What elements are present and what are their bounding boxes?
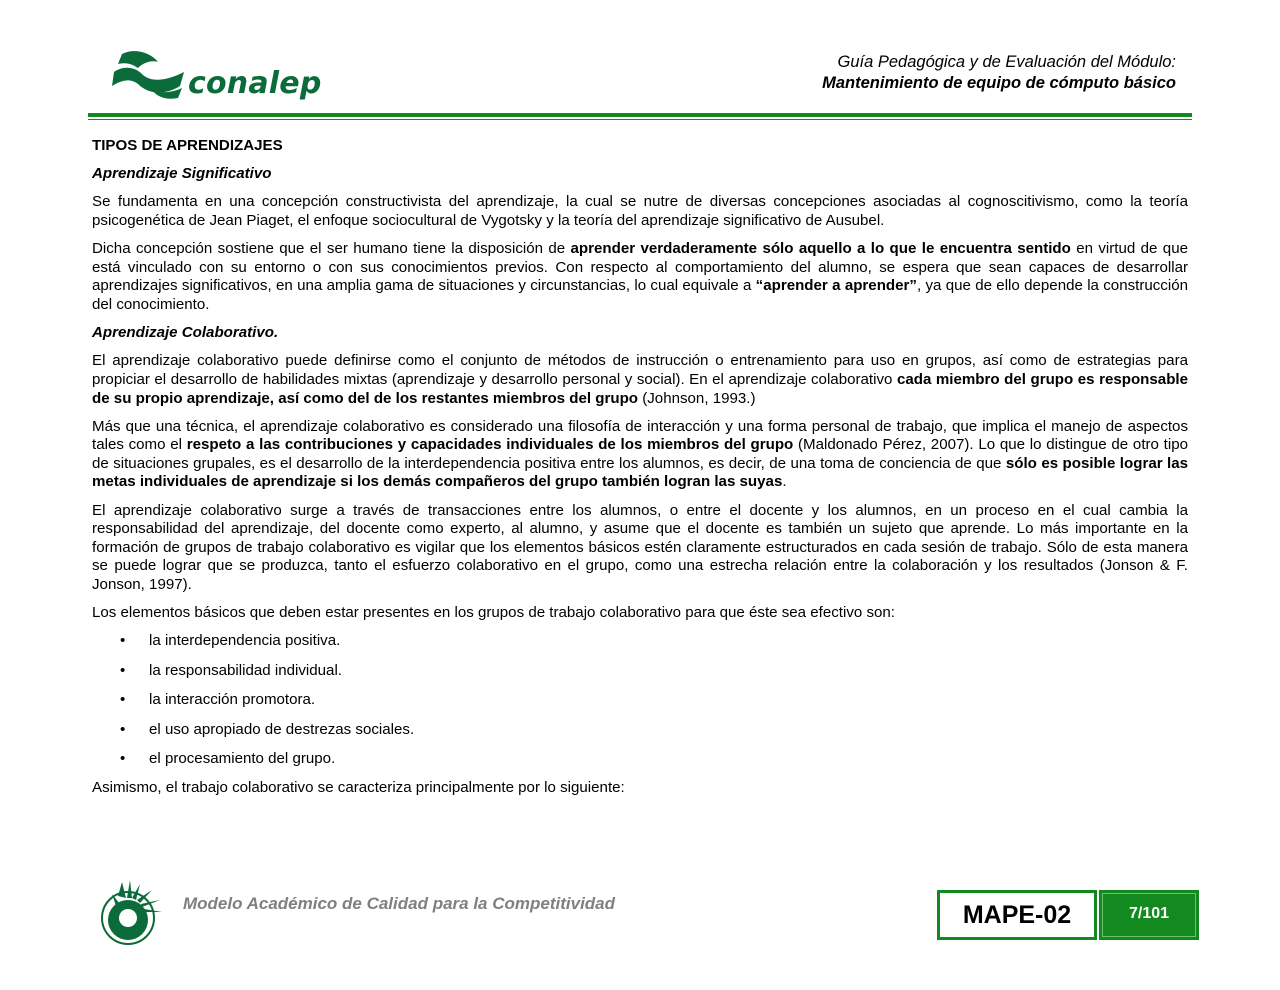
list-item: • la interacción promotora.: [120, 691, 316, 709]
bullet-icon: •: [120, 691, 126, 709]
document-code: MAPE-02: [937, 890, 1097, 940]
guide-title-line2: Mantenimiento de equipo de cómputo básico: [822, 74, 1176, 92]
bullet-icon: •: [120, 720, 126, 738]
header-rule-thick: [88, 113, 1192, 117]
emphasis: sólo es posible lograr las metas individuales de aprendizaje si los demás compañeros del grupo también logran las suyas: [92, 454, 1188, 491]
header-rule-thin: [88, 119, 1192, 120]
list-item: • la responsabilidad individual.: [120, 661, 342, 679]
document-body: [92, 137, 1188, 808]
emphasis: respeto a las contribuciones y capacidades individuales de los miembros del grupo: [186, 436, 794, 454]
list-item: • la interdependencia positiva.: [120, 632, 341, 650]
paragraph-6: Los elementos básicos que deben estar presentes en los grupos de trabajo colaborativo para que éste sea efectivo son:: [92, 604, 895, 622]
emphasis: “aprender a aprender”: [755, 277, 917, 295]
emphasis: cada miembro del grupo es responsable de su propio aprendizaje, así como del de los restantes miembros del grupo: [92, 370, 1188, 407]
subheading-significativo: Aprendizaje Significativo: [92, 165, 272, 183]
page-number: 7/101: [1102, 893, 1196, 937]
paragraph-1: Se fundamenta en una concepción constructivista del aprendizaje, la cual se nutre de diversas concepciones asociadas al cognoscitivismo, como la teoría psicogenética de Jean Piaget, el enfoque sociocultural de Vygotsky y la teoría del aprendizaje significativo de Ausubel.: [92, 193, 1188, 229]
guide-title-line1: Guía Pedagógica y de Evaluación del Módulo:: [837, 53, 1176, 71]
emphasis: aprender verdaderamente sólo aquello a lo que le encuentra sentido: [570, 240, 1071, 258]
conalep-emblem-icon: [112, 50, 186, 100]
bullet-icon: •: [120, 661, 126, 679]
bullet-icon: •: [120, 749, 126, 767]
paragraph-7: Asimismo, el trabajo colaborativo se caracteriza principalmente por lo siguiente:: [92, 779, 625, 797]
list-item: • el uso apropiado de destrezas sociales.: [120, 720, 415, 738]
logo-wordmark: conalep: [188, 66, 322, 101]
paragraph-5: El aprendizaje colaborativo surge a través de transacciones entre los alumnos, o entre el docente y los alumnos, en un proceso en el cual cambia la responsabilidad del aprendizaje, del docente como experto, al alumno, y asume que el docente es también un sujeto que aprende. Lo más importante en la formación de grupos de trabajo colaborativo es vigilar que los elementos básicos estén claramente estructurados en cada sesión de trabajo. Sólo de esta manera se puede lograr que se produzca, tanto el esfuerzo colaborativo en el grupo, como una estrecha relación entre la colaboración y los resultados (Jonson & F. Jonson, 1997).: [92, 501, 1188, 594]
footer-caption: Modelo Académico de Calidad para la Competitividad: [183, 894, 616, 913]
bullet-icon: •: [120, 632, 126, 650]
paragraph-2: Dicha concepción sostiene que el ser humano tiene la disposición de aprender verdaderamente sólo aquello a lo que le encuentra sentido en virtud de que está vinculado con su entorno o con sus conocimientos previos. Con respecto al comportamiento del alumno, se espera que sean capaces de desarrollar aprendizajes significativos, en una amplia gama de situaciones y circunstancias, lo cual equivale a “aprender a aprender”, ya que de ello depende la construcción del conocimiento.: [92, 240, 1188, 313]
section-heading: TIPOS DE APRENDIZAJES: [92, 137, 283, 154]
page-number-box: [1099, 890, 1199, 940]
guide-title: [822, 52, 1176, 94]
list-item: • el procesamiento del grupo.: [120, 749, 336, 767]
elements-list: [92, 632, 1188, 768]
paragraph-4: Más que una técnica, el aprendizaje colaborativo es considerado una filosofía de interacción y una forma personal de trabajo, que implica el manejo de aspectos tales como el respeto a las contribuciones y capacidades individuales de los miembros del grupo (Maldonado Pérez, 2007). Lo que lo distingue de otro tipo de situaciones grupales, es el desarrollo de la interdependencia positiva entre los alumnos, es decir, de una toma de conciencia de que sólo es posible lograr las metas individuales de aprendizaje si los demás compañeros del grupo también logran las suyas.: [92, 417, 1189, 491]
subheading-colaborativo: Aprendizaje Colaborativo.: [92, 324, 279, 342]
modelo-academico-seal-icon: [96, 876, 166, 946]
conalep-logo: [112, 50, 322, 106]
paragraph-3: El aprendizaje colaborativo puede definirse como el conjunto de métodos de instrucción o entrenamiento para uso en grupos, así como de estrategias para propiciar el desarrollo de habilidades mixtas (aprendizaje y desarrollo personal y social). En el aprendizaje colaborativo cada miembro del grupo es responsable de su propio aprendizaje, así como del de los restantes miembros del grupo (Johnson, 1993.): [92, 352, 1188, 407]
